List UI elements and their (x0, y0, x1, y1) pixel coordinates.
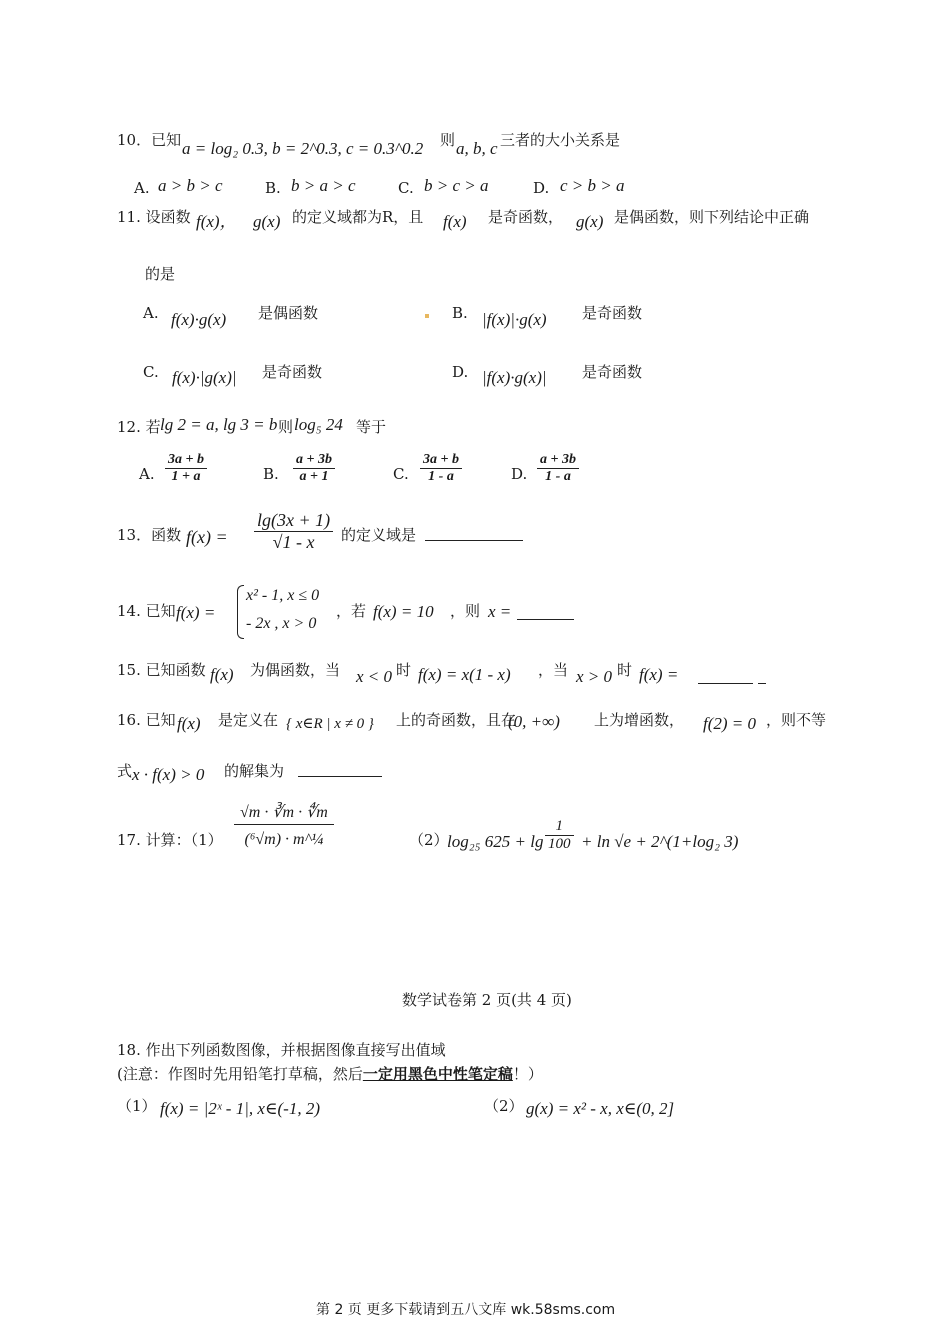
q16-answer-blank (298, 760, 382, 777)
q17-stem: 17. 计算：（1） (117, 831, 223, 849)
q12-option-a-label: A. (139, 465, 155, 483)
q15-answer-blank-tail (758, 667, 766, 684)
q11-option-a-label: A. (143, 304, 159, 322)
q14-mid2: ，则 (450, 602, 481, 620)
q10-expr: a = log₂ 0.3, b = 2^0.3, c = 0.3^0.2 (182, 139, 424, 158)
q11-option-c-text: 是奇函数 (262, 363, 323, 381)
q16-text3: 上为增函数， (594, 711, 685, 729)
q16-cond: f(2) = 0 (703, 714, 757, 733)
q10-tail: 则 (440, 131, 456, 149)
q15-cond1: x < 0 (356, 667, 393, 686)
q17-part2-frac-den: 100 (548, 836, 571, 852)
q17-part2-frac (545, 818, 574, 853)
q10-option-d-label: D. (533, 179, 550, 197)
q18-part2-expr: g(x) = x² - x, x∈(0, 2] (526, 1099, 675, 1118)
q16-stem: 16. 已知 (117, 711, 176, 729)
q13-num: lg(3x + 1) (254, 510, 333, 532)
q16-text2: 上的奇函数，且在 (396, 711, 517, 729)
q11-g: g(x) (253, 212, 281, 231)
q10-option-b: b > a > c (291, 176, 356, 195)
q10-option-c-label: C. (398, 179, 414, 197)
q15-expr2: f(x) = (639, 665, 679, 684)
q10-stem: 10．已知 (117, 131, 182, 149)
page-label: 数学试卷第 2 页(共 4 页) (402, 991, 572, 1009)
q17-part2-label: （2） (409, 831, 449, 849)
q12-option-d-frac (537, 452, 579, 485)
q14-expr: f(x) = 10 (373, 602, 434, 621)
q12-tail: 等于 (356, 418, 387, 436)
q12-option-c-label: C. (393, 465, 409, 483)
q12-option-b-label: B. (263, 465, 279, 483)
q11-stem: 11. 设函数 (117, 208, 191, 226)
q14-mid: ，若 (336, 602, 367, 620)
q12-option-b-frac (293, 452, 335, 485)
q12-option-c-num: 3a + b (420, 452, 462, 469)
q17-part1-den: (⁶√m) · m^¼ (244, 831, 324, 848)
q16-set: { x∈R | x ≠ 0 } (286, 716, 374, 732)
q10-option-a-label: A. (134, 179, 150, 197)
q12-expr: lg 2 = a, lg 3 = b (160, 415, 278, 434)
q17-part2-expr: log₂₅ 625 + lg (447, 832, 544, 851)
q11-f: f(x)， (196, 212, 237, 231)
q17-part2-expr3: + ln √e + 2^(1+log₂ 3) (581, 832, 739, 851)
q11-option-d-expr: |f(x)·g(x)| (482, 368, 547, 387)
page-footer: 第 2 页 更多下载请到五八文库 wk.58sms.com (316, 1302, 616, 1318)
q15-answer-blank (698, 667, 753, 684)
q16-f: f(x) (177, 714, 201, 733)
q15-f: f(x) (210, 665, 234, 684)
q11-option-b-label: B. (452, 304, 468, 322)
q18-note-a: (注意：作图时先用铅笔打草稿，然后 (117, 1065, 363, 1083)
q14-stem: 14. 已知 (117, 602, 176, 620)
q11-option-d-label: D. (452, 363, 469, 381)
q16-text4: ，则不等 (766, 711, 827, 729)
q15-cond2: x > 0 (576, 667, 613, 686)
q12-option-a-num: 3a + b (165, 452, 207, 469)
q11-option-b-expr: |f(x)|·g(x) (482, 310, 547, 329)
q12-option-a-den: 1 + a (171, 469, 201, 484)
q10-option-a: a > b > c (158, 176, 223, 195)
q15-text2: 时 (396, 661, 412, 679)
q12-option-c-frac (420, 452, 462, 485)
q11-f2: f(x) (443, 212, 467, 231)
q15-stem: 15. 已知函数 (117, 661, 206, 679)
q18-note-c: ！） (512, 1065, 543, 1083)
q13-frac (254, 510, 333, 553)
q11-option-b-text: 是奇函数 (582, 304, 643, 322)
q17-part2-frac-num: 1 (545, 818, 574, 836)
q12-option-b-den: a + 1 (299, 469, 329, 484)
q14-case2: - 2x , x > 0 (246, 615, 317, 632)
q15-text4: 时 (617, 661, 633, 679)
q10-vars: a, b, c (456, 139, 498, 158)
q14-case1: x² - 1, x ≤ 0 (246, 587, 320, 604)
q10-option-c: b > c > a (424, 176, 489, 195)
q11-option-a-expr: f(x)·g(x) (171, 310, 227, 329)
q11-option-d-text: 是奇函数 (582, 363, 643, 381)
q10-option-b-label: B. (265, 179, 281, 197)
q11-text4: 的是 (145, 265, 176, 283)
q14-expr2: x = (488, 602, 512, 621)
q17-part1-num: √m · ∛m · ∜m (234, 800, 334, 825)
q12-expr2: log₅ 24 (294, 415, 343, 434)
q17-part1-frac (234, 800, 334, 849)
q13-tail: 的定义域是 (341, 526, 417, 544)
q15-text1: 为偶函数，当 (250, 661, 341, 679)
q12-option-c-den: 1 - a (428, 469, 454, 484)
q13-stem: 13．函数 (117, 526, 182, 544)
q14-answer-blank (517, 603, 574, 620)
q11-text2: 是奇函数， (488, 208, 564, 226)
q16-text1: 是定义在 (218, 711, 279, 729)
q12-option-b-num: a + 3b (293, 452, 335, 469)
q12-mid: 则 (278, 418, 294, 436)
q13-den: √1 - x (272, 532, 315, 552)
q11-option-a-text: 是偶函数 (258, 304, 319, 322)
q16-ineq: x · f(x) > 0 (132, 765, 205, 784)
q12-option-d-num: a + 3b (537, 452, 579, 469)
q10-option-d: c > b > a (560, 176, 625, 195)
q11-text1: 的定义域都为R，且 (292, 208, 424, 226)
q11-option-c-expr: f(x)·|g(x)| (172, 368, 237, 387)
q14-lhs: f(x) = (176, 603, 216, 622)
q11-g2: g(x) (576, 212, 604, 231)
q15-expr1: f(x) = x(1 - x) (418, 665, 511, 684)
q16-interval: (0, +∞) (508, 712, 560, 731)
q11-text3: 是偶函数，则下列结论中正确 (614, 208, 810, 226)
q13-lhs: f(x) = (186, 527, 228, 547)
q11-option-c-label: C. (143, 363, 159, 381)
q14-brace (237, 585, 244, 639)
q15-text3: ，当 (538, 661, 569, 679)
q18-note-b: 一定用黑色中性笔定稿 (362, 1065, 513, 1083)
q18-stem: 18. 作出下列函数图像，并根据图像直接写出值域 (117, 1041, 446, 1059)
q13-answer-blank (425, 524, 523, 541)
q16-text5: 式 (117, 762, 133, 780)
q18-part1-label: （1） (117, 1097, 157, 1115)
q10-tail2: 三者的大小关系是 (500, 131, 621, 149)
q12-option-d-den: 1 - a (545, 469, 571, 484)
q18-note (117, 1064, 543, 1084)
q12-option-d-label: D. (511, 465, 528, 483)
q16-text6: 的解集为 (224, 762, 285, 780)
q12-stem: 12. 若 (117, 418, 161, 436)
q18-part1-expr: f(x) = |2ˣ - 1|, x∈(-1, 2) (160, 1099, 320, 1118)
q12-option-a-frac (165, 452, 207, 485)
stray-dot (425, 314, 429, 318)
q18-part2-label: （2） (484, 1097, 524, 1115)
